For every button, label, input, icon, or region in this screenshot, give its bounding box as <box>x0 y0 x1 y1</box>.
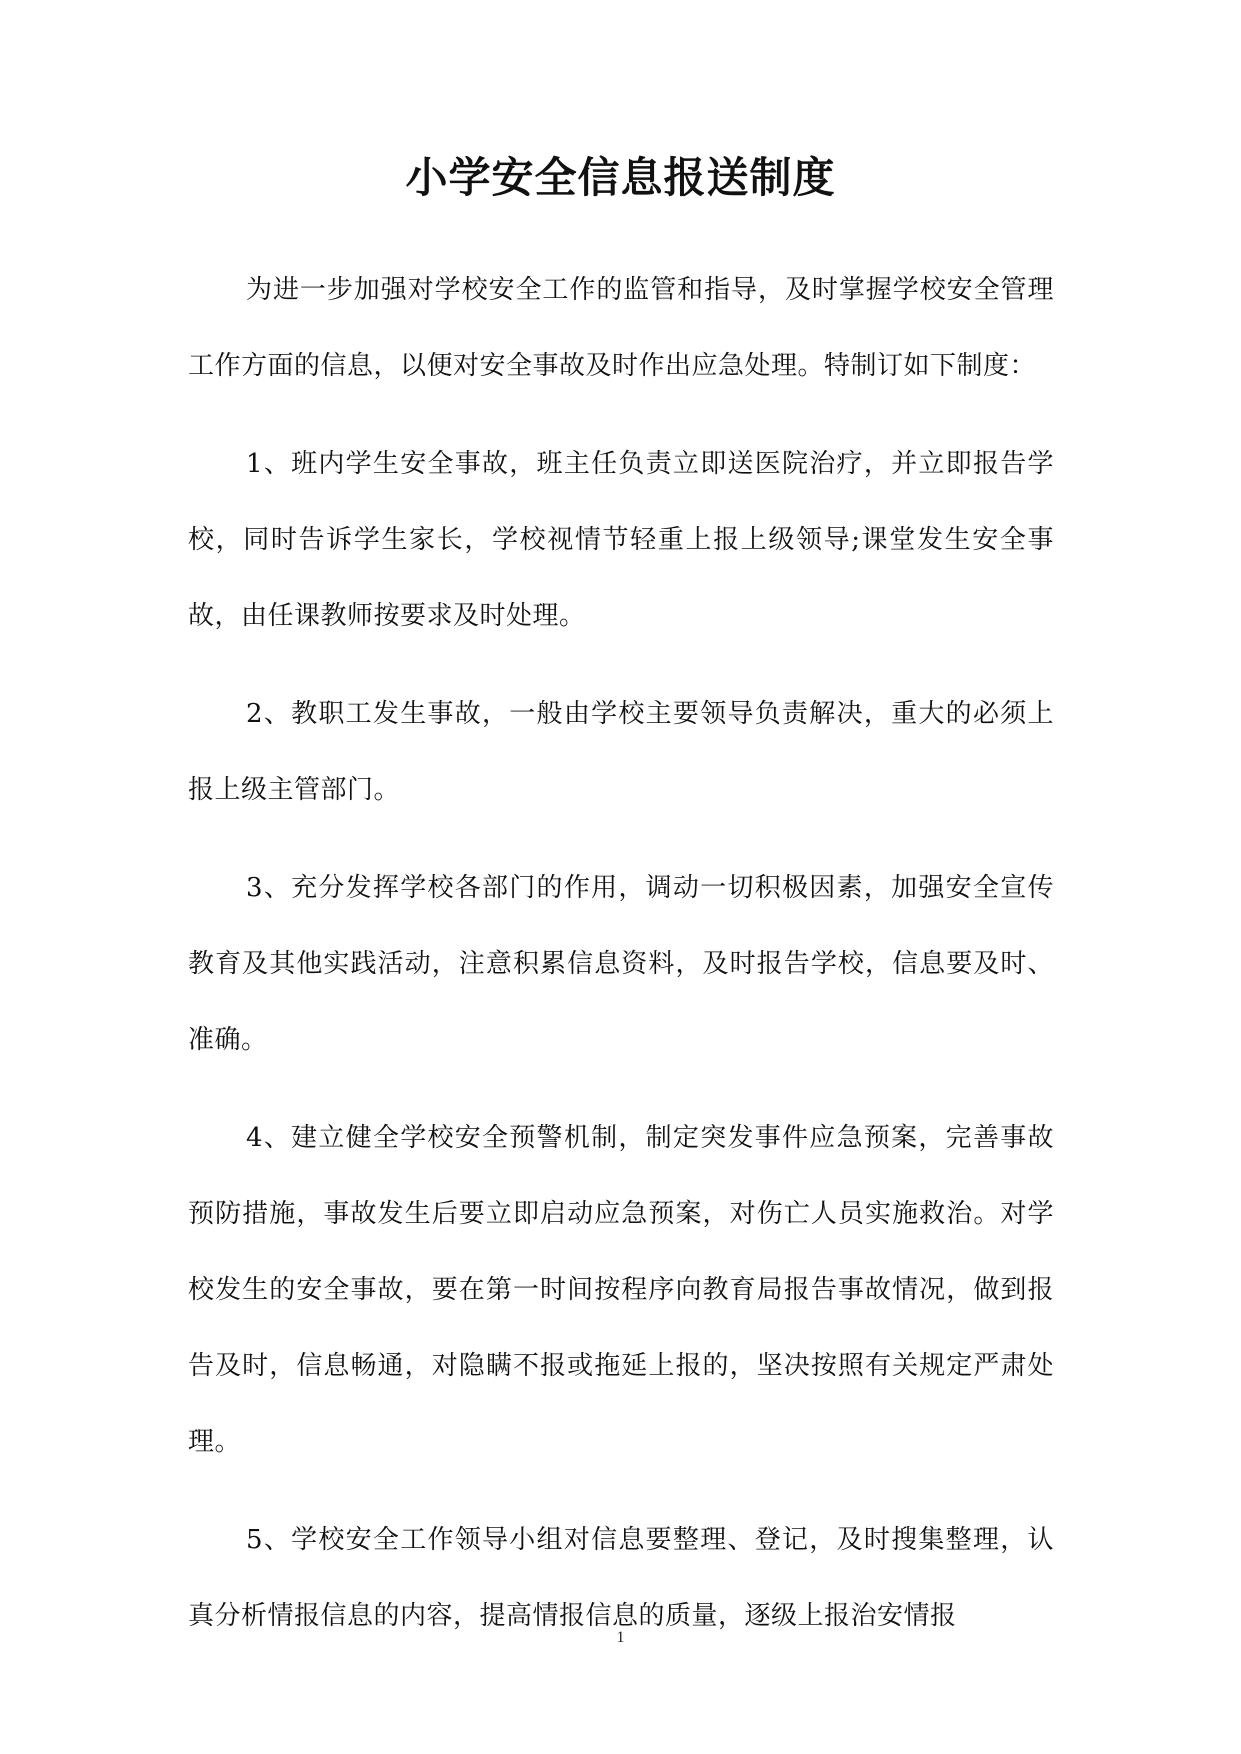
paragraph-item-5: 5、学校安全工作领导小组对信息要整理、登记，及时搜集整理，认真分析情报信息的内容，提高情报信息的质量，逐级上报治安情报 <box>188 1525 1054 1631</box>
document-title: 小学安全信息报送制度 <box>405 153 836 202</box>
document-body <box>188 252 1054 1676</box>
paragraph-item-3: 3、充分发挥学校各部门的作用，调动一切积极因素，加强安全宣传教育及其他实践活动，注意积累信息资料，及时报告学校，信息要及时、准确。 <box>188 873 1054 1055</box>
page-number: 1 <box>616 1629 625 1646</box>
paragraph-item-4: 4、建立健全学校安全预警机制，制定突发事件应急预案，完善事故预防措施，事故发生后要立即启动应急预案，对伤亡人员实施救治。对学校发生的安全事故，要在第一时间按程序向教育局报告事故情况，做到报告及时，信息畅通，对隐瞒不报或拖延上报的，坚决按照有关规定严肃处理。 <box>188 1123 1054 1457</box>
paragraph-intro: 为进一步加强对学校安全工作的监管和指导，及时掌握学校安全管理工作方面的信息，以便对安全事故及时作出应急处理。特制订如下制度： <box>188 275 1054 381</box>
paragraph-item-1: 1、班内学生安全事故，班主任负责立即送医院治疗，并立即报告学校，同时告诉学生家长，学校视情节轻重上报上级领导;课堂发生安全事故，由任课教师按要求及时处理。 <box>188 449 1054 631</box>
paragraph-item-2: 2、教职工发生事故，一般由学校主要领导负责解决，重大的必须上报上级主管部门。 <box>188 699 1054 805</box>
